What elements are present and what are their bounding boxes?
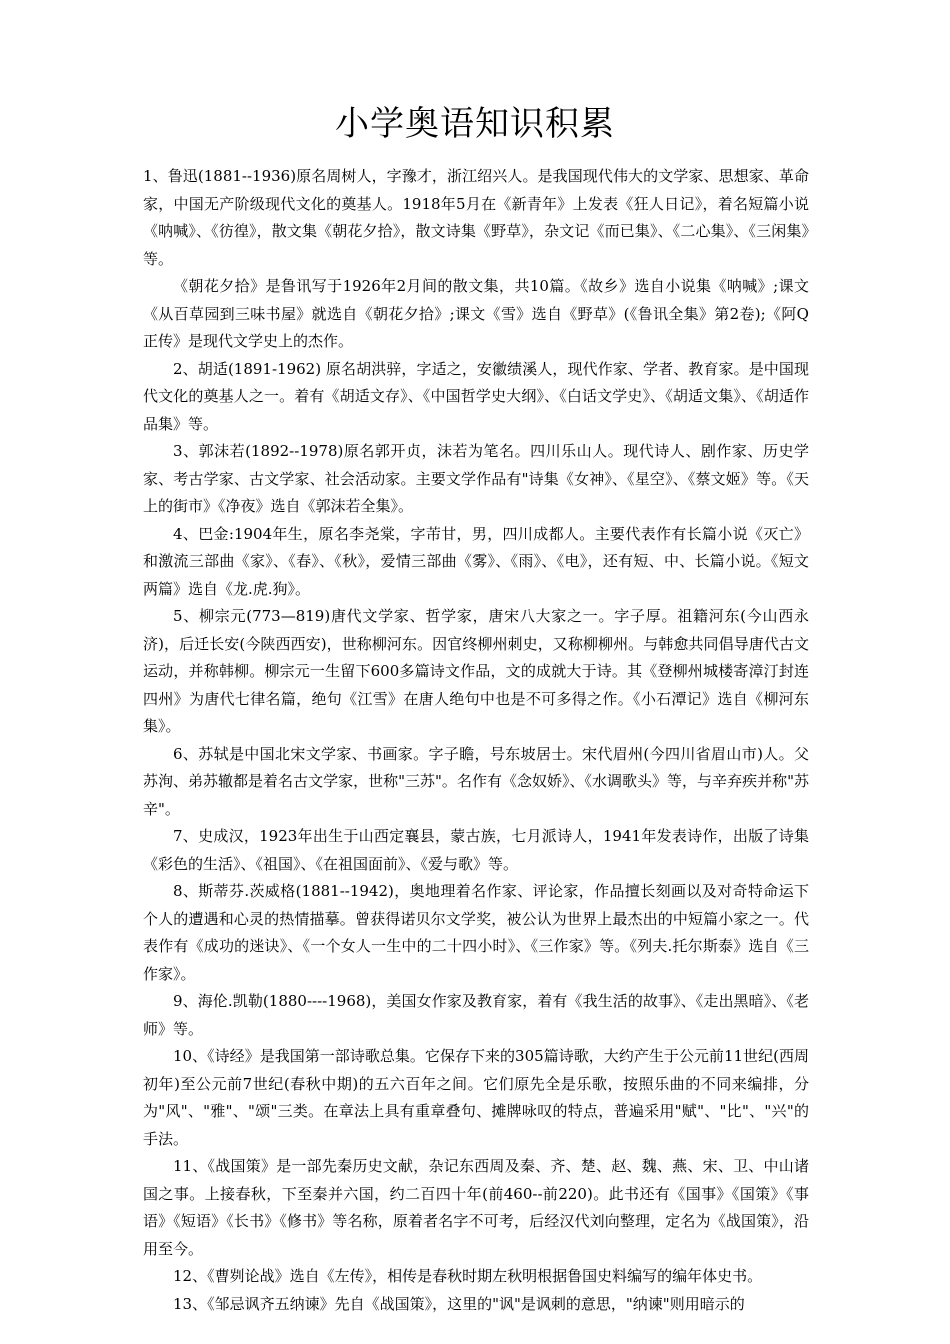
paragraph: 11、《战国策》是一部先秦历史文献，杂记东西周及秦、齐、楚、赵、魏、燕、宋、卫、中山诸国之事。上接春秋，下至秦并六国，约二百四十年(前460--前220)。此书还有《国事》《国策》《事语》《短语》《长书》《修书》等名称，原着者名字不可考，后经汉代刘向整理，定名为《战国策》，沿用至今。 [143,1157,809,1258]
paragraph: 8、斯蒂芬.茨威格(1881--1942)，奥地理着名作家、评论家，作品擅长刻画以及对奇特命运下个人的遭遇和心灵的热情描摹。曾获得诺贝尔文学奖，被公认为世界上最杰出的中短篇小家之一。代表作有《成功的迷诀》、《一个女人一生中的二十四小时》、《三作家》等。《列夫.托尔斯泰》选自《三作家》。 [143,882,809,983]
document-body [143,163,809,1318]
paragraph: 7、史成汉，1923年出生于山西定襄县，蒙古族，七月派诗人，1941年发表诗作，出版了诗集《彩色的生活》、《祖国》、《在祖国面前》、《爱与歌》等。 [143,827,809,873]
paragraph: 13、《邹忌讽齐五纳谏》先自《战国策》，这里的"讽"是讽刺的意思，"纳谏"则用暗示的 [173,1294,745,1313]
paragraph: 6、苏轼是中国北宋文学家、书画家。字子瞻，号东坡居士。宋代眉州(今四川省眉山市)人。父苏洵、弟苏辙都是着名古文学家，世称"三苏"。名作有《念奴娇》、《水调歌头》等，与辛弃疾并称"苏辛"。 [143,744,809,818]
document-title: 小学奥语知识积累 [335,104,615,144]
paragraph: 1、鲁迅(1881--1936)原名周树人，字豫才，浙江绍兴人。是我国现代伟大的文学家、思想家、革命家，中国无产阶级现代文化的奠基人。1918年5月在《新青年》上发表《狂人日记》，着名短篇小说《呐喊》、《彷徨》，散文集《朝花夕拾》，散文诗集《野草》，杂文记《而已集》、《二心集》、《三闲集》等。 [143,167,809,268]
paragraph: 10、《诗经》是我国第一部诗歌总集。它保存下来的305篇诗歌，大约产生于公元前11世纪(西周初年)至公元前7世纪(春秋中期)的五六百年之间。它们原先全是乐歌，按照乐曲的不同来编排，分为"风"、"雅"、"颂"三类。在章法上具有重章叠句、摊牌咏叹的特点，普遍采用"赋"、"比"、"兴"的手法。 [143,1047,809,1148]
paragraph: 4、巴金:1904年生，原名李尧棠，字芾甘，男，四川成都人。主要代表作有长篇小说《灭亡》和激流三部曲《家》、《春》、《秋》，爱情三部曲《雾》、《雨》、《电》，还有短、中、长篇小说。《短文两篇》选自《龙.虎.狗》。 [143,524,809,598]
paragraph: 2、胡适(1891-1962) 原名胡洪骍，字适之，安徽绩溪人，现代作家、学者、教育家。是中国现代文化的奠基人之一。着有《胡适文存》、《中国哲学史大纲》、《白话文学史》、《胡适文集》、《胡适作品集》等。 [143,359,809,433]
paragraph: 9、海伦.凯勒(1880----1968)，美国女作家及教育家，着有《我生活的故事》、《走出黑暗》、《老师》等。 [143,992,809,1038]
paragraph: 3、郭沫若(1892--1978)原名郭开贞，沫若为笔名。四川乐山人。现代诗人、剧作家、历史学家、考古学家、古文学家、社会活动家。主要文学作品有"诗集《女神》、《星空》、《蔡文姬》等。《天上的街市》《净夜》选自《郭沫若全集》。 [143,442,809,515]
paragraph: 12、《曹刿论战》选自《左传》，相传是春秋时期左秋明根据鲁国史料编写的编年体史书。 [173,1267,763,1285]
paragraph: 《朝花夕拾》是鲁讯写于1926年2月间的散文集，共10篇。《故乡》选自小说集《呐喊》;课文《从百草园到三味书屋》就选自《朝花夕拾》;课文《雪》选自《野草》(《鲁讯全集》第2卷);《阿Q正传》是现代文学史上的杰作。 [143,277,809,350]
paragraph: 5、柳宗元(773—819)唐代文学家、哲学家，唐宋八大家之一。字子厚。祖籍河东(今山西永济)，后迁长安(今陕西西安)，世称柳河东。因官终柳州刺史，又称柳柳州。与韩愈共同倡导唐代古文运动，并称韩柳。柳宗元一生留下600多篇诗文作品，文的成就大于诗。其《登柳州城楼寄漳汀封连四州》为唐代七律名篇，绝句《江雪》在唐人绝句中也是不可多得之作。《小石潭记》选自《柳河东集》。 [143,607,809,735]
